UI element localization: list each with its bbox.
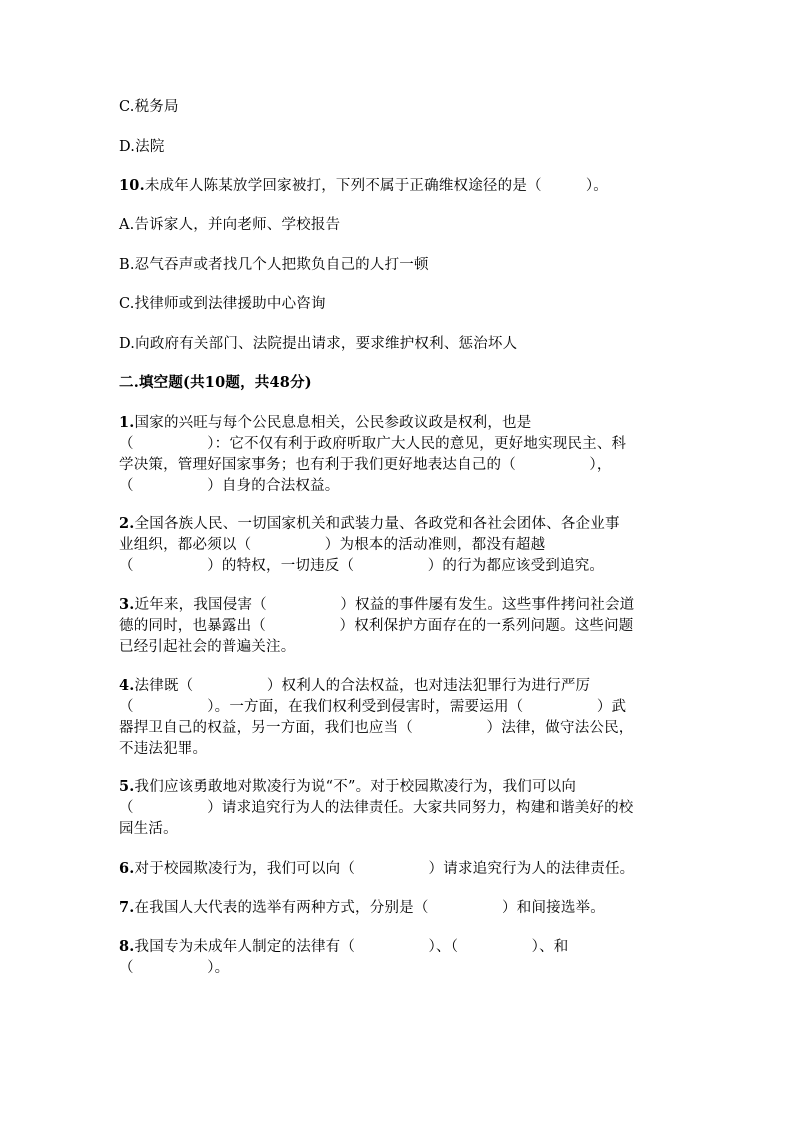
question-text: 我国专为未成年人制定的法律有（ ）、（ ）、和 xyxy=(134,939,569,955)
question-3-line-3: 已经引起社会的普遍关注。 xyxy=(119,639,296,655)
question-3-line-2: 德的同时，也暴露出（ ）权利保护方面存在的一系列问题。这些问题 xyxy=(119,618,634,634)
question-4-line-3: 器捍卫自己的权益，另一方面，我们也应当（ ）法律，做守法公民， xyxy=(119,720,634,736)
question-number: 10. xyxy=(119,177,145,194)
question-1-line-4: （ ）自身的合法权益。 xyxy=(119,478,340,494)
question-number: 7. xyxy=(119,899,135,916)
question-5-line-3: 园生活。 xyxy=(119,821,178,837)
question-text: 在我国人大代表的选举有两种方式，分别是（ ）和间接选举。 xyxy=(134,900,605,916)
question-text: 全国各族人民、一切国家机关和武装力量、各政党和各社会团体、各企业事 xyxy=(134,516,620,532)
question-number: 3. xyxy=(119,596,135,613)
section-title: 二.填空题(共10题，共48分) xyxy=(119,374,312,391)
question-stem: 未成年人陈某放学回家被打，下列不属于正确维权途径的是（ ）。 xyxy=(144,178,608,194)
question-text: 近年来，我国侵害（ ）权益的事件屡有发生。这些事件拷问社会道 xyxy=(134,597,635,613)
question-6-line-1 xyxy=(119,859,634,879)
question-8-line-1 xyxy=(119,937,569,957)
question-1-line-2: （ ）：它不仅有利于政府听取广大人民的意见，更好地实现民主、科 xyxy=(119,436,627,452)
question-number: 4. xyxy=(119,677,135,694)
question-text: 我们应该勇敢地对欺凌行为说“不”。对于校园欺凌行为，我们可以向 xyxy=(134,779,577,795)
option-c: C.找律师或到法律援助中心咨询 xyxy=(119,296,326,312)
question-number: 1. xyxy=(119,414,135,431)
question-7-line-1 xyxy=(119,898,605,918)
question-5-line-2: （ ）请求追究行为人的法律责任。大家共同努力，构建和谐美好的校 xyxy=(119,800,634,816)
question-5-line-1 xyxy=(119,777,576,797)
question-number: 6. xyxy=(119,860,135,877)
question-number: 5. xyxy=(119,778,135,795)
question-text: 国家的兴旺与每个公民息息相关，公民参政议政是权利，也是 xyxy=(134,415,532,431)
question-10 xyxy=(119,176,608,196)
question-number: 8. xyxy=(119,938,135,955)
question-4-line-2: （ ）。一方面，在我们权利受到侵害时，需要运用（ ）武 xyxy=(119,699,627,715)
question-2-line-1 xyxy=(119,514,620,534)
question-text: 对于校园欺凌行为，我们可以向（ ）请求追究行为人的法律责任。 xyxy=(134,861,635,877)
question-1-line-3: 学决策，管理好国家事务；也有利于我们更好地表达自己的（ ）， xyxy=(119,457,612,473)
option-d: D.向政府有关部门、法院提出请求，要求维护权利、惩治坏人 xyxy=(119,336,518,352)
option-d: D.法院 xyxy=(119,139,165,155)
question-1-line-1 xyxy=(119,413,531,433)
question-text: 法律既（ ）权利人的合法权益，也对违法犯罪行为进行严厉 xyxy=(134,678,591,694)
question-8-line-2: （ ）。 xyxy=(119,960,230,976)
question-4-line-1 xyxy=(119,676,590,696)
question-2-line-2: 业组织，都必须以（ ）为根本的活动准则，都没有超越 xyxy=(119,537,546,553)
question-number: 2. xyxy=(119,515,135,532)
question-4-line-4: 不违法犯罪。 xyxy=(119,741,208,757)
option-b: B.忍气吞声或者找几个人把欺负自己的人打一顿 xyxy=(119,257,429,273)
question-3-line-1 xyxy=(119,595,634,615)
option-a: A.告诉家人，并向老师、学校报告 xyxy=(119,217,341,233)
option-c: C.税务局 xyxy=(119,99,179,115)
question-2-line-3: （ ）的特权，一切违反（ ）的行为都应该受到追究。 xyxy=(119,558,605,574)
